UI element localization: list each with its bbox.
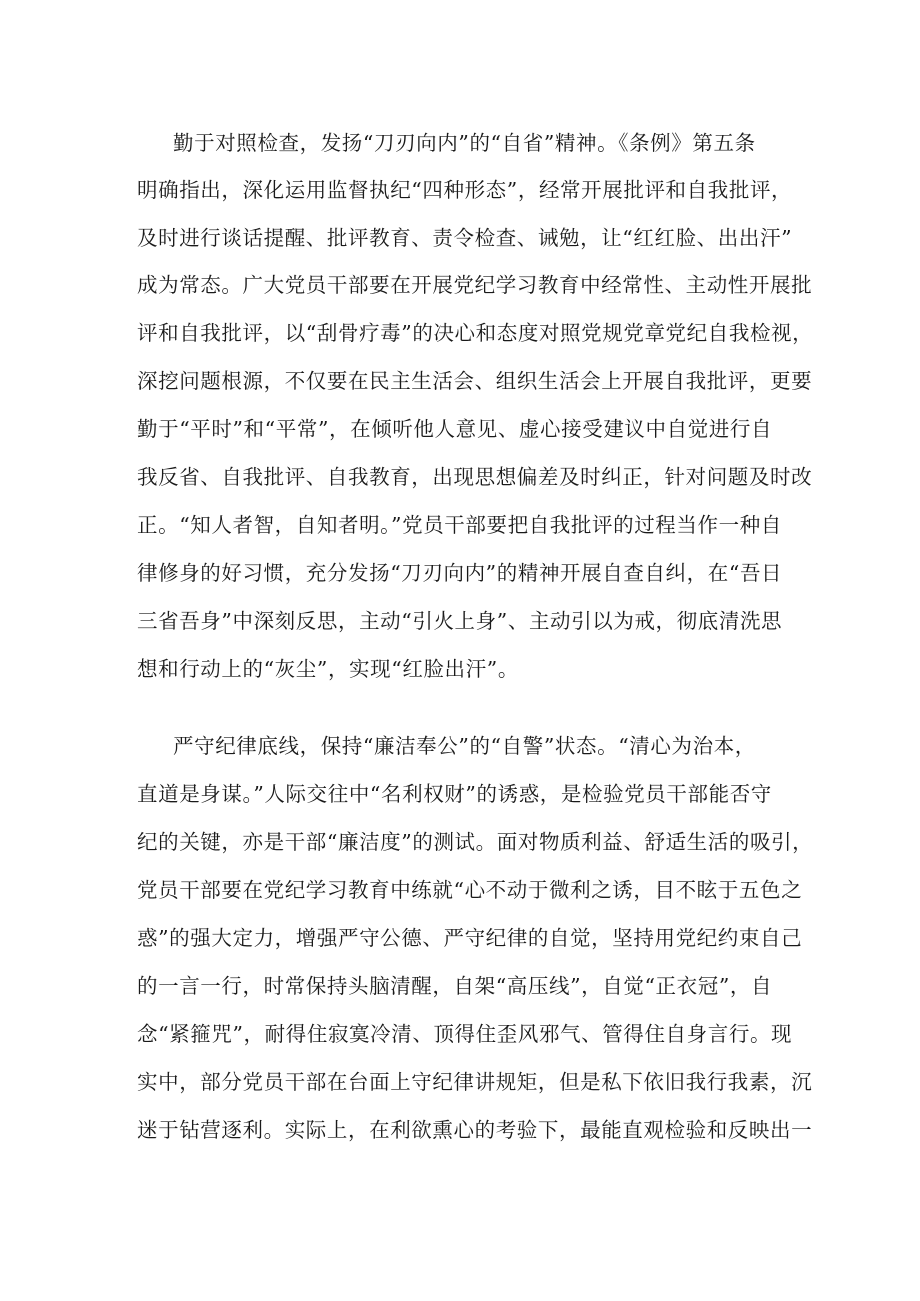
paragraph-line: 深挖问题根源，不仅要在民主生活会、组织生活会上开展自我批评，更要 — [137, 369, 813, 393]
paragraph-line: 我反省、自我批评、自我教育，出现思想偏差及时纠正，针对问题及时改 — [137, 465, 813, 489]
paragraph-line: 及时进行谈话提醒、批评教育、责令检查、诫勉，让“红红脸、出出汗” — [137, 226, 793, 250]
paragraph-line: 想和行动上的“灰尘”，实现“红脸出汗”。 — [137, 657, 519, 681]
paragraph-line: 念“紧箍咒”，耐得住寂寞冷清、顶得住歪风邪气、管得住自身言行。现 — [137, 1022, 793, 1046]
paragraph-line: 明确指出，深化运用监督执纪“四种形态”，经常开展批评和自我批评， — [137, 178, 793, 202]
paragraph-line: 律修身的好习惯，充分发扬“刀刃向内”的精神开展自查自纠，在“吾日 — [137, 561, 783, 585]
paragraph-line: 直道是身谋。”人际交往中“名利权财”的诱惑，是检验党员干部能否守 — [137, 782, 772, 806]
paragraph-line: 严守纪律底线，保持“廉洁奉公”的“自警”状态。“清心为治本， — [173, 734, 756, 758]
paragraph-line: 三省吾身”中深刻反思，主动“引火上身”、主动引以为戒，彻底清洗思 — [137, 609, 783, 633]
paragraph-line: 成为常态。广大党员干部要在开展党纪学习教育中经常性、主动性开展批 — [137, 273, 813, 297]
paragraph-line: 正。“知人者智，自知者明。”党员干部要把自我批评的过程当作一种自 — [137, 513, 782, 537]
paragraph-line: 评和自我批评，以“刮骨疗毒”的决心和态度对照党规党章党纪自我检视， — [137, 321, 814, 345]
paragraph-line: 勤于对照检查，发扬“刀刃向内”的“自省”精神。《条例》第五条 — [173, 131, 756, 155]
paragraph-line: 惑”的强大定力，增强严守公德、严守纪律的自觉，坚持用党纪约束自己 — [137, 926, 803, 950]
paragraph-line: 的一言一行，时常保持头脑清醒，自架“高压线”，自觉“正衣冠”，自 — [137, 974, 773, 998]
paragraph-line: 党员干部要在党纪学习教育中练就“心不动于微利之诱，目不眩于五色之 — [137, 878, 803, 902]
paragraph-line: 实中，部分党员干部在台面上守纪律讲规矩，但是私下依旧我行我素，沉 — [137, 1070, 813, 1094]
paragraph-line: 迷于钻营逐利。实际上，在利欲熏心的考验下，最能直观检验和反映出一 — [137, 1118, 813, 1142]
paragraph-line: 勤于“平时”和“平常”，在倾听他人意见、虚心接受建议中自觉进行自 — [137, 417, 773, 441]
paragraph-line: 纪的关键，亦是干部“廉洁度”的测试。面对物质利益、舒适生活的吸引， — [137, 830, 814, 854]
